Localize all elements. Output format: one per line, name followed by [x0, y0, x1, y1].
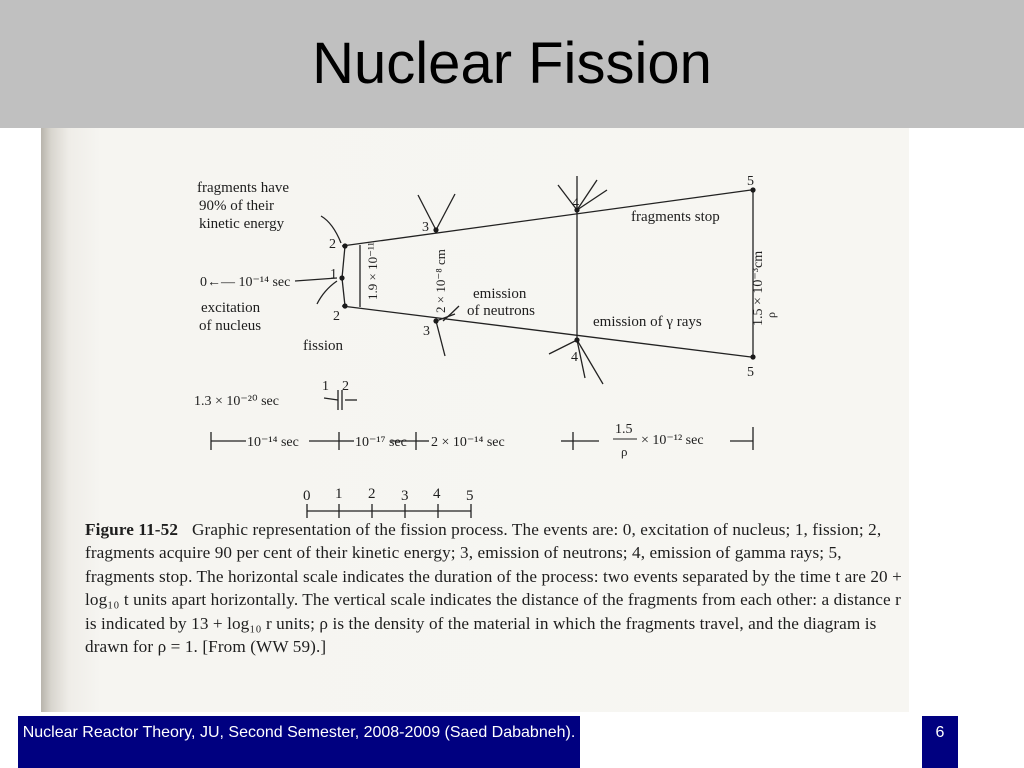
fission-interval-label: 1.3 × 10⁻²⁰ sec	[194, 394, 279, 409]
figure-caption	[85, 518, 905, 658]
time-seg-4-den: ρ	[621, 444, 628, 459]
scale-label-5: 5	[466, 488, 474, 504]
neutron-distance-label: 2 × 10⁻⁸ cm	[433, 249, 448, 313]
emission-gamma-label: emission of γ rays	[593, 314, 702, 330]
time-zero-label: 0←— 10⁻¹⁴ sec	[200, 275, 291, 290]
frag-label-2: 90% of their	[199, 198, 274, 214]
stop-distance-rho: ρ	[764, 312, 778, 318]
frag-label-1: fragments have	[197, 180, 290, 196]
event-num-3-upper: 3	[422, 220, 429, 235]
event-num-3-lower: 3	[423, 324, 430, 339]
excitation-label-2: of nucleus	[199, 318, 262, 334]
time-seg-4-num: 1.5	[615, 422, 633, 437]
page-number: 6	[922, 716, 958, 768]
emission-neutrons-label-2: of neutrons	[467, 303, 535, 319]
fission-upper-link	[342, 246, 345, 278]
slide-title: Nuclear Fission	[312, 31, 712, 96]
fragments-stop-label: fragments stop	[631, 209, 720, 225]
caption-text: Graphic representation of the fission process. The events are: 0, excitation of nucleus; 1, fission; 2, fragments acquire 90 per cent of their kinetic energy; 3, emission of neutrons; 4, emission of gamma rays; 5, fragments stop. The horizontal scale indicates the duration of the process: two events separated by the time t are 20 + log₁₀ t units apart horizontally. The vertical scale indicates the distance of the fragments from each other: a distance r is indicated by 13 + log₁₀ r units; ρ is the density of the material in which the fragments travel, and the diagram is drawn for ρ = 1. [From (WW 59).]	[85, 520, 902, 657]
event-num-5-upper: 5	[747, 174, 754, 189]
event-num-2-upper: 2	[329, 237, 336, 252]
event-num-1: 1	[330, 267, 337, 282]
tick-label-1: 1	[322, 379, 329, 394]
emission-neutrons-label-1: emission	[473, 286, 527, 302]
caption-label: Figure 11-52	[85, 520, 179, 539]
fission-label: fission	[303, 338, 344, 354]
scale-label-4: 4	[433, 486, 441, 502]
fission-lower-link	[342, 278, 345, 306]
time-seg-3: 2 × 10⁻¹⁴ sec	[431, 435, 505, 450]
vert-separation-label: 1.9 × 10⁻¹¹	[365, 242, 380, 300]
scale-label-0: 0	[303, 488, 311, 504]
footer-credit: Nuclear Reactor Theory, JU, Second Semester, 2008-2009 (Saed Dababneh).	[18, 716, 580, 768]
scale-label-1: 1	[335, 486, 343, 502]
frag-label-3: kinetic energy	[199, 216, 285, 232]
figure-scan	[41, 128, 909, 712]
title-bar	[0, 0, 1024, 128]
time-seg-1: 10⁻¹⁴ sec	[247, 435, 299, 450]
event-num-4-upper: 4	[572, 196, 579, 211]
stop-distance-label: 1.5 × 10⁻³cm	[751, 250, 766, 326]
tick-label-2: 2	[342, 379, 349, 394]
excitation-label-1: excitation	[201, 300, 261, 316]
event-num-2-lower: 2	[333, 309, 340, 324]
scale-label-2: 2	[368, 486, 376, 502]
time-seg-4-rest: × 10⁻¹² sec	[641, 433, 704, 448]
event-num-5-lower: 5	[747, 365, 754, 380]
time-seg-2: 10⁻¹⁷ sec	[355, 435, 407, 450]
scale-label-3: 3	[401, 488, 409, 504]
event-num-4-lower: 4	[571, 350, 578, 365]
